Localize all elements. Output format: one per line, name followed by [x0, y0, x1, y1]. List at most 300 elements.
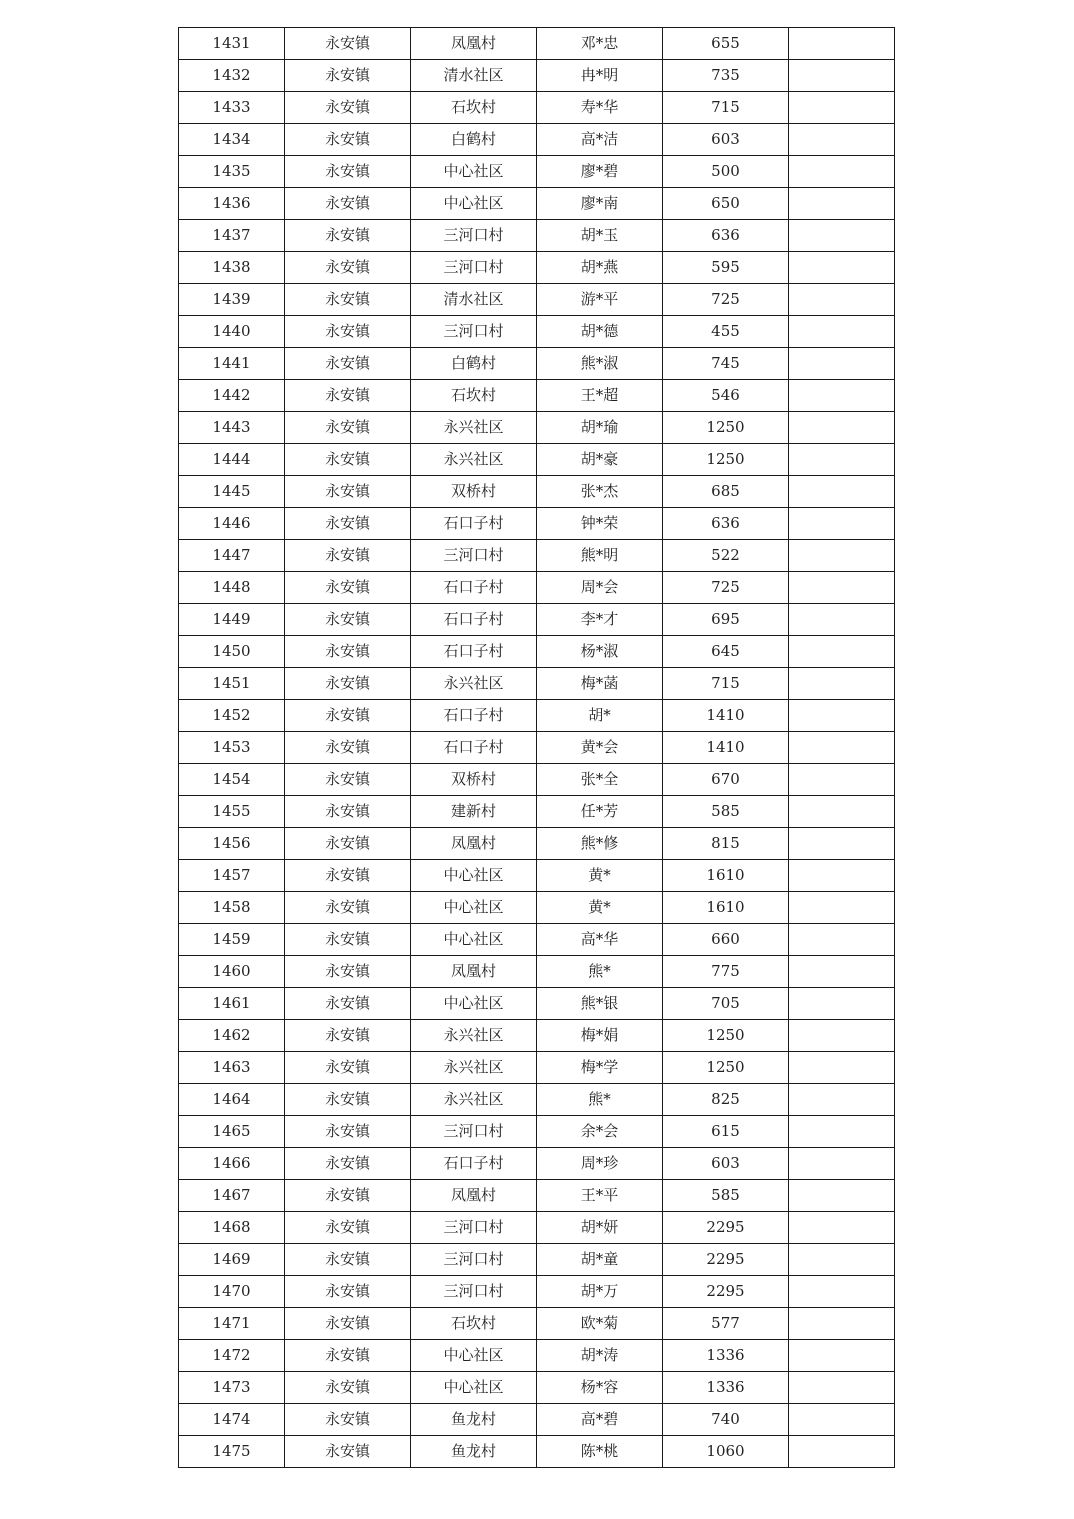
amount-cell: 655: [663, 28, 789, 60]
name-cell: 高*华: [537, 924, 663, 956]
table-row: [179, 1276, 895, 1308]
name-cell: 梅*学: [537, 1052, 663, 1084]
town-cell: 永安镇: [285, 1340, 411, 1372]
note-cell: [789, 636, 895, 668]
table-row: [179, 860, 895, 892]
amount-cell: 1336: [663, 1340, 789, 1372]
town-cell: 永安镇: [285, 444, 411, 476]
row-number-cell: 1431: [179, 28, 285, 60]
amount-cell: 670: [663, 764, 789, 796]
row-number-cell: 1432: [179, 60, 285, 92]
row-number-cell: 1467: [179, 1180, 285, 1212]
note-cell: [789, 1276, 895, 1308]
table-row: [179, 316, 895, 348]
name-cell: 胡*瑜: [537, 412, 663, 444]
row-number-cell: 1447: [179, 540, 285, 572]
row-number-cell: 1453: [179, 732, 285, 764]
amount-cell: 1610: [663, 860, 789, 892]
name-cell: 王*平: [537, 1180, 663, 1212]
row-number-cell: 1466: [179, 1148, 285, 1180]
row-number-cell: 1449: [179, 604, 285, 636]
village-cell: 白鹤村: [411, 124, 537, 156]
table-row: [179, 956, 895, 988]
table-row: [179, 444, 895, 476]
amount-cell: 725: [663, 284, 789, 316]
village-cell: 石口子村: [411, 508, 537, 540]
note-cell: [789, 220, 895, 252]
row-number-cell: 1436: [179, 188, 285, 220]
row-number-cell: 1465: [179, 1116, 285, 1148]
village-cell: 清水社区: [411, 60, 537, 92]
amount-cell: 522: [663, 540, 789, 572]
village-cell: 永兴社区: [411, 668, 537, 700]
row-number-cell: 1458: [179, 892, 285, 924]
note-cell: [789, 1308, 895, 1340]
table-row: [179, 284, 895, 316]
village-cell: 鱼龙村: [411, 1404, 537, 1436]
town-cell: 永安镇: [285, 1404, 411, 1436]
name-cell: 胡*: [537, 700, 663, 732]
row-number-cell: 1444: [179, 444, 285, 476]
amount-cell: 2295: [663, 1212, 789, 1244]
note-cell: [789, 1212, 895, 1244]
amount-cell: 725: [663, 572, 789, 604]
amount-cell: 603: [663, 124, 789, 156]
name-cell: 王*超: [537, 380, 663, 412]
name-cell: 胡*豪: [537, 444, 663, 476]
amount-cell: 715: [663, 668, 789, 700]
name-cell: 游*平: [537, 284, 663, 316]
name-cell: 周*会: [537, 572, 663, 604]
row-number-cell: 1464: [179, 1084, 285, 1116]
town-cell: 永安镇: [285, 124, 411, 156]
amount-cell: 705: [663, 988, 789, 1020]
name-cell: 邓*忠: [537, 28, 663, 60]
row-number-cell: 1472: [179, 1340, 285, 1372]
table-row: [179, 252, 895, 284]
town-cell: 永安镇: [285, 1116, 411, 1148]
town-cell: 永安镇: [285, 1084, 411, 1116]
village-cell: 清水社区: [411, 284, 537, 316]
table-row: [179, 1020, 895, 1052]
town-cell: 永安镇: [285, 1052, 411, 1084]
name-cell: 胡*万: [537, 1276, 663, 1308]
row-number-cell: 1457: [179, 860, 285, 892]
village-cell: 三河口村: [411, 316, 537, 348]
row-number-cell: 1460: [179, 956, 285, 988]
town-cell: 永安镇: [285, 508, 411, 540]
table-row: [179, 476, 895, 508]
village-cell: 中心社区: [411, 892, 537, 924]
town-cell: 永安镇: [285, 156, 411, 188]
village-cell: 三河口村: [411, 1244, 537, 1276]
village-cell: 三河口村: [411, 1116, 537, 1148]
name-cell: 胡*德: [537, 316, 663, 348]
table-row: [179, 1340, 895, 1372]
amount-cell: 603: [663, 1148, 789, 1180]
note-cell: [789, 700, 895, 732]
name-cell: 熊*银: [537, 988, 663, 1020]
village-cell: 双桥村: [411, 764, 537, 796]
town-cell: 永安镇: [285, 252, 411, 284]
amount-cell: 585: [663, 1180, 789, 1212]
note-cell: [789, 732, 895, 764]
note-cell: [789, 1340, 895, 1372]
town-cell: 永安镇: [285, 28, 411, 60]
table-row: [179, 508, 895, 540]
village-cell: 中心社区: [411, 1372, 537, 1404]
name-cell: 周*珍: [537, 1148, 663, 1180]
town-cell: 永安镇: [285, 1148, 411, 1180]
note-cell: [789, 284, 895, 316]
amount-cell: 660: [663, 924, 789, 956]
table-row: [179, 924, 895, 956]
village-cell: 三河口村: [411, 252, 537, 284]
table-row: [179, 412, 895, 444]
name-cell: 黄*: [537, 892, 663, 924]
row-number-cell: 1433: [179, 92, 285, 124]
amount-cell: 546: [663, 380, 789, 412]
town-cell: 永安镇: [285, 60, 411, 92]
note-cell: [789, 828, 895, 860]
name-cell: 钟*荣: [537, 508, 663, 540]
village-cell: 石口子村: [411, 700, 537, 732]
name-cell: 熊*: [537, 1084, 663, 1116]
note-cell: [789, 476, 895, 508]
amount-cell: 715: [663, 92, 789, 124]
note-cell: [789, 1052, 895, 1084]
amount-cell: 1410: [663, 700, 789, 732]
row-number-cell: 1437: [179, 220, 285, 252]
town-cell: 永安镇: [285, 1244, 411, 1276]
row-number-cell: 1469: [179, 1244, 285, 1276]
amount-cell: 585: [663, 796, 789, 828]
row-number-cell: 1459: [179, 924, 285, 956]
note-cell: [789, 1148, 895, 1180]
row-number-cell: 1475: [179, 1436, 285, 1468]
note-cell: [789, 60, 895, 92]
table-row: [179, 1084, 895, 1116]
village-cell: 双桥村: [411, 476, 537, 508]
note-cell: [789, 412, 895, 444]
table-row: [179, 220, 895, 252]
table-row: [179, 1308, 895, 1340]
name-cell: 廖*南: [537, 188, 663, 220]
town-cell: 永安镇: [285, 476, 411, 508]
note-cell: [789, 380, 895, 412]
name-cell: 杨*淑: [537, 636, 663, 668]
row-number-cell: 1462: [179, 1020, 285, 1052]
village-cell: 永兴社区: [411, 412, 537, 444]
note-cell: [789, 988, 895, 1020]
table-row: [179, 188, 895, 220]
note-cell: [789, 1020, 895, 1052]
table-row: [179, 348, 895, 380]
name-cell: 冉*明: [537, 60, 663, 92]
town-cell: 永安镇: [285, 956, 411, 988]
row-number-cell: 1441: [179, 348, 285, 380]
table-row: [179, 1116, 895, 1148]
village-cell: 永兴社区: [411, 1020, 537, 1052]
town-cell: 永安镇: [285, 316, 411, 348]
town-cell: 永安镇: [285, 1180, 411, 1212]
village-cell: 白鹤村: [411, 348, 537, 380]
name-cell: 胡*妍: [537, 1212, 663, 1244]
note-cell: [789, 252, 895, 284]
town-cell: 永安镇: [285, 1436, 411, 1468]
row-number-cell: 1442: [179, 380, 285, 412]
row-number-cell: 1471: [179, 1308, 285, 1340]
amount-cell: 615: [663, 1116, 789, 1148]
row-number-cell: 1456: [179, 828, 285, 860]
town-cell: 永安镇: [285, 188, 411, 220]
town-cell: 永安镇: [285, 284, 411, 316]
town-cell: 永安镇: [285, 1212, 411, 1244]
town-cell: 永安镇: [285, 828, 411, 860]
village-cell: 永兴社区: [411, 444, 537, 476]
row-number-cell: 1448: [179, 572, 285, 604]
note-cell: [789, 1084, 895, 1116]
row-number-cell: 1463: [179, 1052, 285, 1084]
village-cell: 石口子村: [411, 732, 537, 764]
village-cell: 中心社区: [411, 1340, 537, 1372]
table-row: [179, 1180, 895, 1212]
village-cell: 中心社区: [411, 860, 537, 892]
table-row: [179, 796, 895, 828]
name-cell: 杨*容: [537, 1372, 663, 1404]
amount-cell: 1250: [663, 1020, 789, 1052]
town-cell: 永安镇: [285, 924, 411, 956]
town-cell: 永安镇: [285, 92, 411, 124]
town-cell: 永安镇: [285, 1276, 411, 1308]
table-row: [179, 1148, 895, 1180]
name-cell: 寿*华: [537, 92, 663, 124]
note-cell: [789, 860, 895, 892]
name-cell: 李*才: [537, 604, 663, 636]
table-row: [179, 988, 895, 1020]
row-number-cell: 1435: [179, 156, 285, 188]
table-row: [179, 572, 895, 604]
name-cell: 熊*修: [537, 828, 663, 860]
table-row: [179, 1404, 895, 1436]
amount-cell: 1336: [663, 1372, 789, 1404]
amount-cell: 636: [663, 508, 789, 540]
name-cell: 廖*碧: [537, 156, 663, 188]
town-cell: 永安镇: [285, 348, 411, 380]
note-cell: [789, 316, 895, 348]
amount-cell: 2295: [663, 1244, 789, 1276]
note-cell: [789, 124, 895, 156]
table-row: [179, 1052, 895, 1084]
name-cell: 熊*: [537, 956, 663, 988]
note-cell: [789, 892, 895, 924]
name-cell: 高*碧: [537, 1404, 663, 1436]
row-number-cell: 1473: [179, 1372, 285, 1404]
town-cell: 永安镇: [285, 700, 411, 732]
table-row: [179, 60, 895, 92]
village-cell: 三河口村: [411, 540, 537, 572]
document-page: [178, 27, 894, 1468]
note-cell: [789, 156, 895, 188]
amount-cell: 500: [663, 156, 789, 188]
village-cell: 凤凰村: [411, 1180, 537, 1212]
town-cell: 永安镇: [285, 1372, 411, 1404]
name-cell: 熊*淑: [537, 348, 663, 380]
row-number-cell: 1445: [179, 476, 285, 508]
note-cell: [789, 444, 895, 476]
table-row: [179, 1436, 895, 1468]
row-number-cell: 1470: [179, 1276, 285, 1308]
name-cell: 梅*娟: [537, 1020, 663, 1052]
amount-cell: 636: [663, 220, 789, 252]
village-cell: 中心社区: [411, 188, 537, 220]
amount-cell: 1250: [663, 1052, 789, 1084]
village-cell: 石坎村: [411, 380, 537, 412]
name-cell: 余*会: [537, 1116, 663, 1148]
amount-cell: 2295: [663, 1276, 789, 1308]
name-cell: 张*全: [537, 764, 663, 796]
amount-cell: 645: [663, 636, 789, 668]
note-cell: [789, 956, 895, 988]
row-number-cell: 1443: [179, 412, 285, 444]
table-row: [179, 1372, 895, 1404]
amount-cell: 650: [663, 188, 789, 220]
name-cell: 欧*菊: [537, 1308, 663, 1340]
table-row: [179, 636, 895, 668]
village-cell: 三河口村: [411, 1276, 537, 1308]
note-cell: [789, 28, 895, 60]
note-cell: [789, 188, 895, 220]
amount-cell: 1610: [663, 892, 789, 924]
village-cell: 石口子村: [411, 636, 537, 668]
town-cell: 永安镇: [285, 604, 411, 636]
row-number-cell: 1434: [179, 124, 285, 156]
name-cell: 胡*涛: [537, 1340, 663, 1372]
town-cell: 永安镇: [285, 892, 411, 924]
town-cell: 永安镇: [285, 636, 411, 668]
row-number-cell: 1474: [179, 1404, 285, 1436]
name-cell: 胡*童: [537, 1244, 663, 1276]
town-cell: 永安镇: [285, 572, 411, 604]
amount-cell: 745: [663, 348, 789, 380]
note-cell: [789, 1180, 895, 1212]
village-cell: 凤凰村: [411, 956, 537, 988]
village-cell: 石口子村: [411, 572, 537, 604]
amount-cell: 695: [663, 604, 789, 636]
table-row: [179, 124, 895, 156]
row-number-cell: 1454: [179, 764, 285, 796]
village-cell: 中心社区: [411, 924, 537, 956]
table-row: [179, 700, 895, 732]
town-cell: 永安镇: [285, 1308, 411, 1340]
name-cell: 任*芳: [537, 796, 663, 828]
name-cell: 胡*玉: [537, 220, 663, 252]
row-number-cell: 1468: [179, 1212, 285, 1244]
village-cell: 石口子村: [411, 604, 537, 636]
name-cell: 梅*菡: [537, 668, 663, 700]
amount-cell: 685: [663, 476, 789, 508]
town-cell: 永安镇: [285, 860, 411, 892]
table-row: [179, 540, 895, 572]
village-cell: 凤凰村: [411, 828, 537, 860]
amount-cell: 775: [663, 956, 789, 988]
note-cell: [789, 348, 895, 380]
note-cell: [789, 764, 895, 796]
table-row: [179, 1244, 895, 1276]
row-number-cell: 1451: [179, 668, 285, 700]
village-cell: 建新村: [411, 796, 537, 828]
town-cell: 永安镇: [285, 1020, 411, 1052]
table-row: [179, 668, 895, 700]
name-cell: 黄*会: [537, 732, 663, 764]
amount-cell: 740: [663, 1404, 789, 1436]
name-cell: 黄*: [537, 860, 663, 892]
note-cell: [789, 508, 895, 540]
village-cell: 鱼龙村: [411, 1436, 537, 1468]
town-cell: 永安镇: [285, 540, 411, 572]
row-number-cell: 1438: [179, 252, 285, 284]
roster-table-body: [179, 28, 895, 1468]
village-cell: 中心社区: [411, 988, 537, 1020]
town-cell: 永安镇: [285, 380, 411, 412]
row-number-cell: 1439: [179, 284, 285, 316]
note-cell: [789, 604, 895, 636]
table-row: [179, 604, 895, 636]
roster-table: [178, 27, 895, 1468]
row-number-cell: 1440: [179, 316, 285, 348]
table-row: [179, 92, 895, 124]
note-cell: [789, 924, 895, 956]
amount-cell: 735: [663, 60, 789, 92]
name-cell: 张*杰: [537, 476, 663, 508]
village-cell: 三河口村: [411, 1212, 537, 1244]
village-cell: 凤凰村: [411, 28, 537, 60]
amount-cell: 595: [663, 252, 789, 284]
note-cell: [789, 668, 895, 700]
name-cell: 胡*燕: [537, 252, 663, 284]
row-number-cell: 1455: [179, 796, 285, 828]
table-row: [179, 764, 895, 796]
table-row: [179, 892, 895, 924]
amount-cell: 1060: [663, 1436, 789, 1468]
village-cell: 石口子村: [411, 1148, 537, 1180]
table-row: [179, 28, 895, 60]
note-cell: [789, 1372, 895, 1404]
table-row: [179, 156, 895, 188]
amount-cell: 1250: [663, 412, 789, 444]
town-cell: 永安镇: [285, 220, 411, 252]
town-cell: 永安镇: [285, 796, 411, 828]
note-cell: [789, 540, 895, 572]
note-cell: [789, 1404, 895, 1436]
amount-cell: 1410: [663, 732, 789, 764]
village-cell: 石坎村: [411, 92, 537, 124]
table-row: [179, 380, 895, 412]
row-number-cell: 1461: [179, 988, 285, 1020]
amount-cell: 1250: [663, 444, 789, 476]
note-cell: [789, 1436, 895, 1468]
amount-cell: 825: [663, 1084, 789, 1116]
town-cell: 永安镇: [285, 732, 411, 764]
table-row: [179, 1212, 895, 1244]
note-cell: [789, 1244, 895, 1276]
table-row: [179, 732, 895, 764]
village-cell: 永兴社区: [411, 1084, 537, 1116]
table-row: [179, 828, 895, 860]
village-cell: 中心社区: [411, 156, 537, 188]
name-cell: 高*洁: [537, 124, 663, 156]
name-cell: 陈*桃: [537, 1436, 663, 1468]
